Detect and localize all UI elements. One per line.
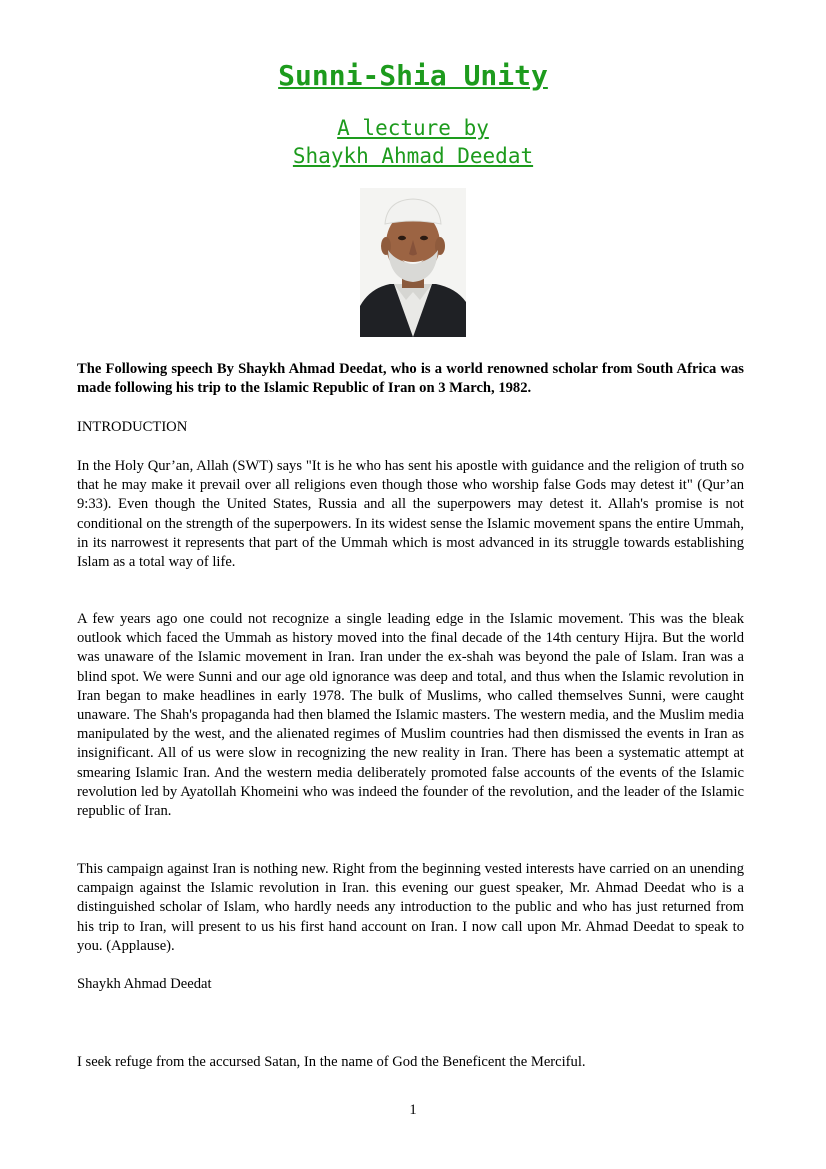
subtitle-lecture-by: A lecture by	[337, 116, 489, 140]
speaker-signature-line: Shaykh Ahmad Deedat	[77, 976, 212, 992]
lead-paragraph: The Following speech By Shaykh Ahmad Deedat, who is a world renowned scholar from South Africa was made following his trip to the Islamic Republic of Iran on 3 March, 1982.	[77, 361, 744, 397]
subtitle-speaker-name: Shaykh Ahmad Deedat	[292, 144, 534, 168]
document-title: Sunni-Shia Unity	[278, 59, 548, 92]
introduction-heading: INTRODUCTION	[77, 419, 188, 435]
opening-invocation: I seek refuge from the accursed Satan, In the name of God the Beneficent the Merciful.	[77, 1054, 586, 1070]
page-number: 1	[409, 1102, 417, 1118]
body-paragraph-2: A few years ago one could not recognize a single leading edge in the Islamic movement. This was the bleak outlook which faced the Ummah as history moved into the final decade of the 14th century Hijra. But the world was unaware of the Islamic movement in Iran. Iran under the ex-shah was beyond the pale of Islam. Iran was a blind spot. We were Sunni and our age old ignorance was deep and total, and thus when the Islamic revolution in Iran began to make headlines in early 1978. The bulk of Muslims, who called themselves Sunni, were caught unaware. The Shah's propaganda had then blamed the Islamic masters. The western media, and the Muslim media manipulated by the west, and the alienated regimes of Muslim countries had then dismissed the events in Iran as insignificant. All of us were slow in recognizing the new reality in Iran. There has been a systematic attempt at smearing Islamic Iran. And the western media deliberately promoted false accounts of the events of the Islamic revolution led by Ayatollah Khomeini who was indeed the founder of the revolution, and the leader of the Islamic republic of Iran.	[77, 611, 744, 820]
body-paragraph-3: This campaign against Iran is nothing new. Right from the beginning vested interests have carried on an unending campaign against the Islamic revolution in Iran. this evening our guest speaker, Mr. Ahmad Deedat who is a distinguished scholar of Islam, who hardly needs any introduction to the public and who has just returned from his trip to Iran, will present to us his first hand account on Iran. I now call upon Mr. Ahmad Deedat to speak to you. (Applause).	[77, 861, 744, 954]
body-paragraph-1: In the Holy Qur’an, Allah (SWT) says "It is he who has sent his apostle with guidance and the religion of truth so that he may make it prevail over all religions even though those who worship false Gods may detest it" (Qur’an 9:33). Even though the United States, Russia and all the superpowers may detest it. Allah's promise is not conditional on the strength of the superpowers. In its widest sense the Islamic movement spans the entire Ummah, in its narrowest it represents that part of the Ummah which is most advanced in its struggle towards establishing Islam as a total way of life.	[77, 458, 744, 571]
speaker-portrait-photo	[360, 188, 466, 337]
